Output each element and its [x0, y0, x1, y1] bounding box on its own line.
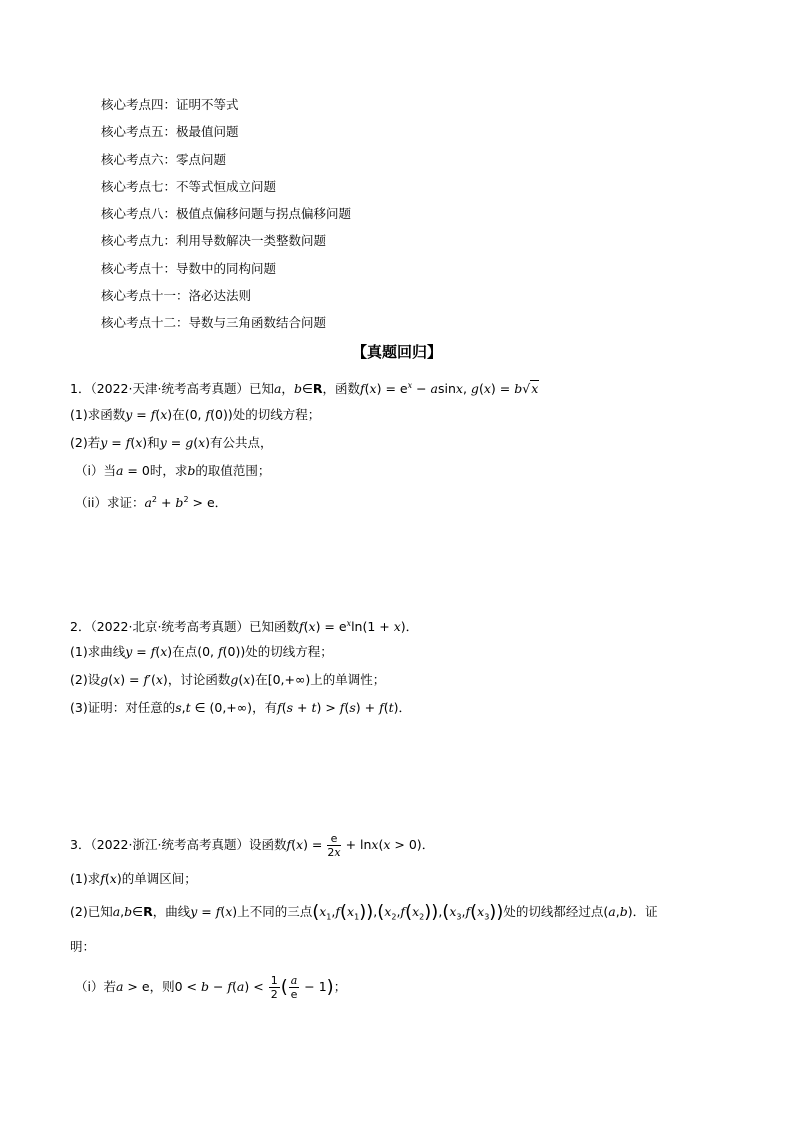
q3-part2: (2)已知a,b∈R，曲线y = f(x)上不同的三点$(x_1,f(x_1)),(x_2,f(x_2)),(x_3,f(x_3))$处的切线都经过点(a,b)．证 [70, 901, 658, 923]
q1-part1: (1)求函数y = f(x)在(0, f(0))处的切线方程； [70, 407, 321, 422]
toc-item-4: 核心考点四：证明不等式 [101, 97, 239, 112]
q2-part3: (3)证明：对任意的s,t ∈ (0,+∞)，有f(s + t) > f(s) + f(t)． [70, 700, 412, 715]
toc-item-12: 核心考点十二：导数与三角函数结合问题 [101, 315, 327, 330]
q2-heading: 2．（2022·北京·统考高考真题）已知函数$f(x) = e^x\ln(1 + x)$． [70, 619, 419, 635]
toc-item-6: 核心考点六：零点问题 [101, 152, 227, 167]
section-title: 【真题回归】 [351, 343, 442, 361]
q3-part2-i: （ⅰ）若a > e，则0 < b − f(a) < $\frac{1}{2}$ ( $\frac{a}{e}$ − 1)； [75, 974, 347, 1001]
q1-part2: (2)若y = f(x)和y = g(x)有公共点， [70, 435, 273, 450]
toc-item-10: 核心考点十：导数中的同构问题 [101, 261, 277, 276]
q3-heading: 3．（2022·浙江·统考高考真题）设函数f(x) = $\frac{e}{2x}$ + lnx(x > 0)． [70, 832, 435, 859]
toc-item-8: 核心考点八：极值点偏移问题与拐点偏移问题 [101, 206, 352, 221]
q3-part2-cont: 明： [70, 939, 96, 954]
toc-item-11: 核心考点十一：洛必达法则 [101, 288, 252, 303]
toc-item-5: 核心考点五：极最值问题 [101, 124, 239, 139]
toc-item-9: 核心考点九：利用导数解决一类整数问题 [101, 233, 327, 248]
toc-item-7: 核心考点七：不等式恒成立问题 [101, 179, 277, 194]
q1-part2-i: （i）当a = 0时，求b的取值范围； [75, 463, 271, 478]
q1-heading: 1．（2022·天津·统考高考真题）已知a，b∈R，函数$f(x) = e^x - asinx$, g(x) = b√x [70, 381, 539, 397]
q2-part1: (1)求曲线y = f(x)在点(0, f(0))处的切线方程； [70, 644, 333, 659]
q3-part1: (1)求f(x)的单调区间； [70, 871, 197, 886]
q2-part2: (2)设g(x) = f′(x)，讨论函数g(x)在[0,+∞)上的单调性； [70, 672, 386, 687]
q1-part2-ii: （ii）求证：$a^2 + b^2 > e$． [75, 495, 228, 511]
